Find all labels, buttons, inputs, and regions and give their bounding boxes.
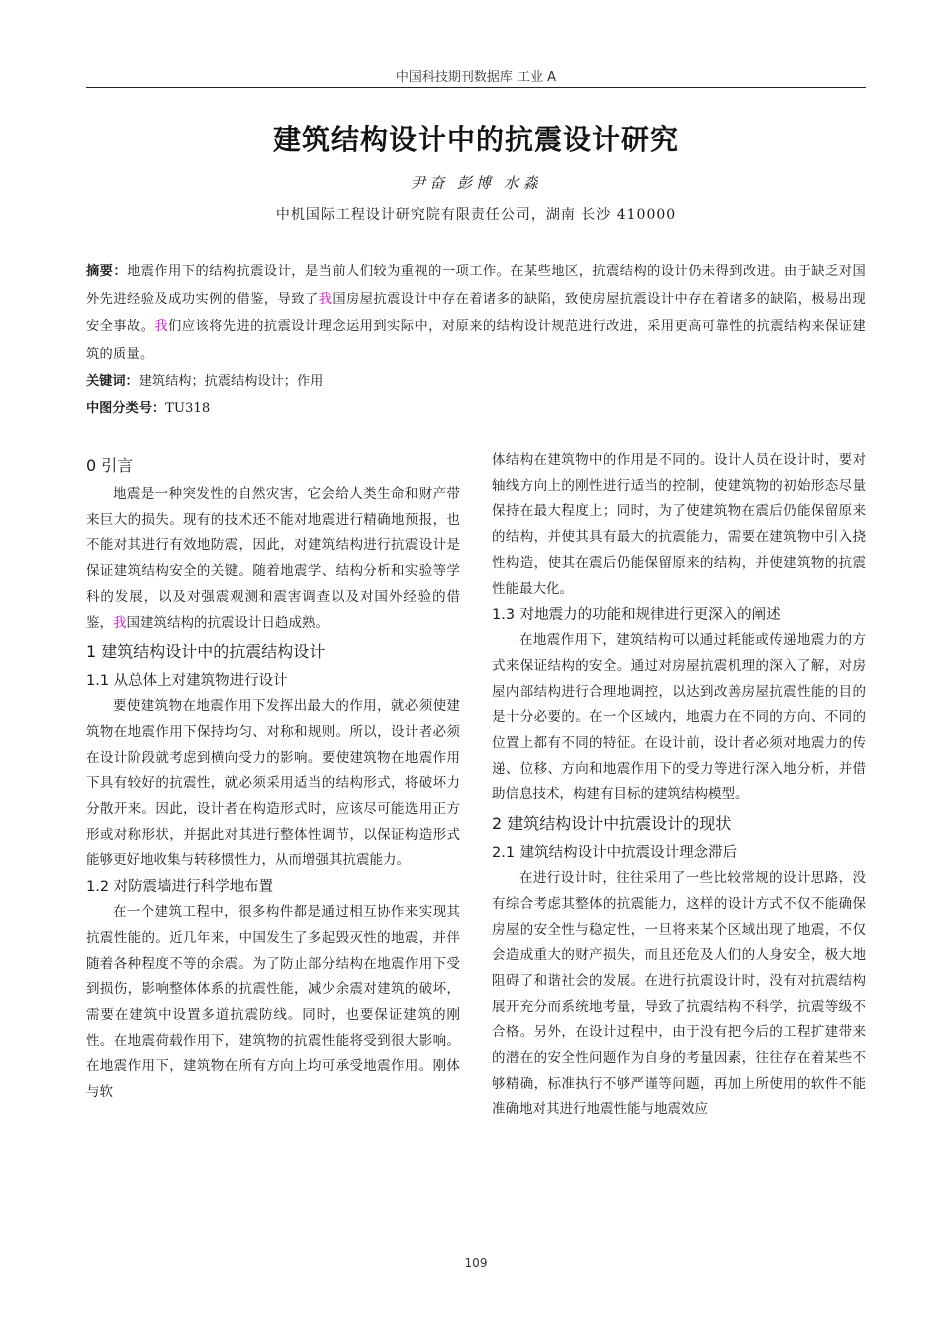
section-1-heading: 1 建筑结构设计中的抗震结构设计 — [86, 642, 326, 662]
keywords-label: 关键词： — [86, 374, 139, 389]
page-number: 109 — [464, 1256, 488, 1270]
section-1-3-paragraph: 在地震作用下，建筑结构可以通过耗能或传递地震力的方式来保证结构的安全。通过对房屋抗震机理的深入了解，对房屋内部结构进行合理地调控，以达到改善房屋抗震性能的目的是十分必要的。在一个区域内，地震力在不同的方向、不同的位置上都有不同的特征。在设计前，设计者必须对地震力的传递、位移、方向和地震作用下的受力等进行深入地分析，并借助信息技术，构建有目标的建筑结构模型。 — [492, 632, 866, 803]
abstract-text-3: 们应该将先进的抗震设计理念运用到实际中，对原来的结构设计规范进行改进，采用更高可靠性的抗震结构来保证建筑的质量。 — [86, 319, 866, 362]
section-1-1-paragraph: 要使建筑物在地震作用下发挥出最大的作用，就必须使建筑物在地震作用下保持均匀、对称和规则。所以，设计者必须在设计阶段就考虑到横向受力的影响。要使建筑物在地震作用下具有较好的抗震性，就必须采用适当的结构形式，将破坏力分散开来。因此，设计者在构造形式时，应该尽可能选用正方形或对称形状，并据此对其进行整体性调节，以保证构造形式能够更好地收集与转移惯性力，从而增强其抗震能力。 — [86, 698, 460, 869]
section-0-text-2: 国建筑结构的抗震设计日趋成熟。 — [126, 614, 329, 631]
journal-header: 中国科技期刊数据库 工业 A — [395, 70, 557, 85]
classification-text: TU318 — [165, 401, 211, 416]
abstract-label: 摘要： — [86, 264, 128, 279]
abstract-highlight-1: 我 — [318, 291, 333, 307]
abstract-text-1: 地震作用下的结构抗震设计，是当前人们较为重视的一项工作。在某些地区，抗震结构的设计仍未得到改进。由于缺乏对国外先进经验及成功实例的借鉴，导致了 — [86, 264, 866, 307]
paper-title: 建筑结构设计中的抗震设计研究 — [272, 123, 679, 156]
section-1-2-paragraph: 在一个建筑工程中，很多构件都是通过相互协作来实现其抗震性能的。近几年来，中国发生了多起毁灭性的地震，并伴随着各种程度不等的余震。为了防止部分结构在地震作用下受到损伤，影响整体体系的抗震性能，减少余震对建筑的破坏，需要在建筑中设置多道抗震防线。同时，也要保证建筑的刚性。在地震荷载作用下，建筑物的抗震性能将受到很大影响。在地震作用下，建筑物在所有方向上均可承受地震作用。刚体与软 — [86, 904, 460, 1101]
section-0-heading: 0 引言 — [86, 456, 134, 475]
keywords — [86, 370, 323, 389]
paper-affiliation: 中机国际工程设计研究院有限责任公司，湖南 长沙 410000 — [275, 207, 677, 223]
section-0-text-1: 地震是一种突发性的自然灾害，它会给人类生命和财产带来巨大的损失。现有的技术还不能对地震进行精确地预报，也不能对其进行有效地防震，因此，对建筑结构进行抗震设计是保证建筑结构安全的关键。随着地震学、结构分析和实验等学科的发展，以及对强震观测和震害调查以及对国外经验的借鉴， — [86, 486, 460, 631]
abstract — [86, 258, 866, 368]
classification-label: 中图分类号： — [86, 401, 166, 416]
abstract-text-2: 国房屋抗震设计中存在着诸多的缺陷，致使房屋抗震设计中存在着诸多的缺陷，极易出现安全事故。 — [86, 291, 866, 335]
section-1-2-paragraph-continued: 体结构在建筑物中的作用是不同的。设计人员在设计时，要对轴线方向上的刚性进行适当的控制，使建筑物的初始形态尽量保持在最大程度上；同时，为了使建筑物在震后仍能保留原来的结构，并使其具有最大的抗震能力，需要在建筑物中引入挠性构造，使其在震后仍能保留原来的结构，并使建筑物的抗震性能最大化。 — [492, 452, 866, 597]
right-column — [492, 448, 866, 1123]
section-1-3-heading: 1.3 对地震力的功能和规律进行更深入的阐述 — [492, 607, 781, 624]
left-column — [86, 450, 460, 1106]
keywords-text: 建筑结构；抗震结构设计；作用 — [138, 374, 324, 389]
header-rule — [86, 87, 866, 88]
section-2-heading: 2 建筑结构设计中抗震设计的现状 — [492, 814, 732, 834]
section-0-paragraph — [86, 482, 460, 636]
section-2-1-paragraph: 在进行设计时，往往采用了一些比较常规的设计思路，没有综合考虑其整体的抗震能力，这样的设计方式不仅不能确保房屋的安全性与稳定性，一旦将来某个区域出现了地震，不仅会造成重大的财产损失，而且还危及人们的人身安全，极大地阻碍了和谐社会的发展。在进行抗震设计时，没有对抗震结构展开充分而系统地考量，导致了抗震结构不科学，抗震等级不合格。另外，在设计过程中，由于没有把今后的工程扩建带来的潜在的安全性问题作为自身的考量因素，往往存在着某些不够精确，标准执行不够严谨等问题，再加上所使用的软件不能准确地对其进行地震性能与地震效应 — [492, 870, 866, 1118]
section-0-highlight: 我 — [113, 614, 127, 631]
section-1-1-heading: 1.1 从总体上对建筑物进行设计 — [86, 673, 288, 690]
section-1-2-heading: 1.2 对防震墙进行科学地布置 — [86, 879, 274, 896]
classification — [86, 397, 210, 416]
paper-authors: 尹奋 彭博 水淼 — [410, 174, 542, 192]
abstract-highlight-2: 我 — [154, 319, 169, 335]
section-2-1-heading: 2.1 建筑结构设计中抗震设计理念滞后 — [492, 845, 738, 862]
